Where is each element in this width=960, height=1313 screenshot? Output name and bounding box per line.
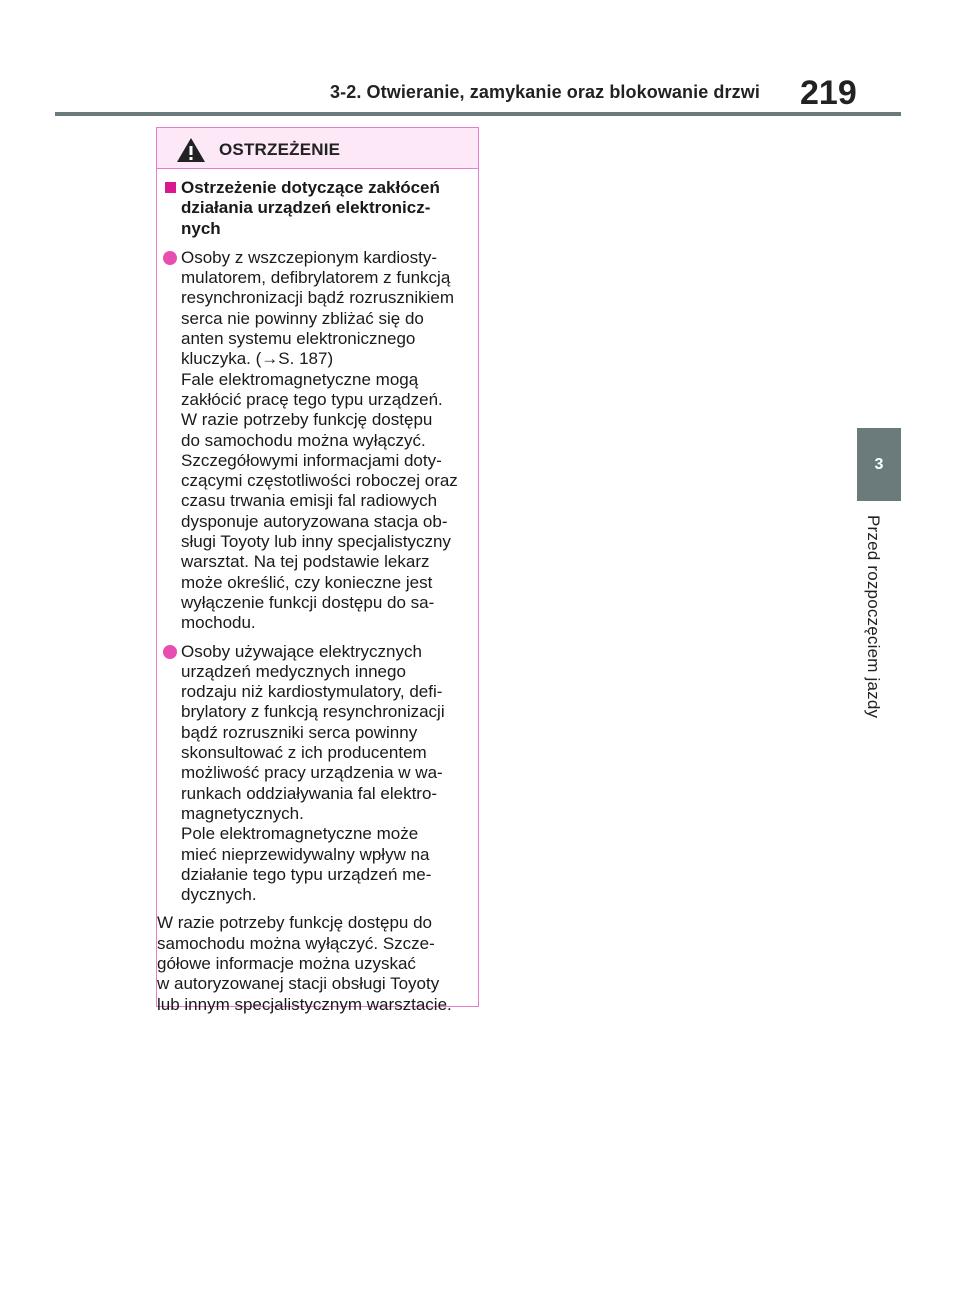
warning-body [157,178,474,1015]
warning-heading [163,178,474,239]
warning-heading-text: Ostrzeżenie dotyczące zakłóceń działania urządzeń elektronicz- nych [181,178,440,238]
page-number: 219 [800,74,857,112]
warning-triangle-icon [175,136,207,164]
chapter-number: 3 [874,455,884,473]
closing-paragraph: W razie potrzeby funkcję dostępu do samochodu można wyłączyć. Szcze- gółowe informacje można uzyskać w autoryzowanej stacji obsługi Toyoty lub innym specjalistycznym warsztacie. [157,913,452,1014]
list-item-note: Pole elektromagnetyczne może mieć nieprzewidywalny wpływ na działanie tego typu urządzeń me- dycznych. [181,824,432,905]
list-item [163,642,474,906]
list-item-note: Fale elektromagnetyczne mogą zakłócić pracę tego typu urządzeń. W razie potrzeby funkcję dostępu do samochodu można wyłączyć. Szczegółowymi informacjami doty- czącymi częstotliwości roboczej oraz czasu trwania emisji fal radiowych dysponuje autoryzowana stacja ob- sługi Toyoty lub inny specjalistyczny warsztat. Na tej podstawie lekarz może określić, czy konieczne jest wyłączenie funkcji dostępu do sa- mochodu. [181,369,458,633]
circle-bullet-icon [163,251,177,265]
header-divider [55,112,901,116]
warning-box [156,127,479,1014]
chapter-tab [857,428,901,501]
list-item [163,248,474,634]
warning-header [157,128,478,169]
list-item-text: Osoby używające elektrycznych urządzeń medycznych innego rodzaju niż kardiostymulatory, defi- brylatory z funkcją resynchronizacji bądź rozruszniki serca powinny skonsultować z ich producentem możliwość pracy urządzenia w wa- runkach oddziaływania fal elektro- magnetycznych. [181,641,445,823]
section-title: 3-2. Otwieranie, zamykanie oraz blokowanie drzwi [330,82,760,102]
square-bullet-icon [165,182,176,193]
warning-title: OSTRZEŻENIE [219,140,341,159]
list-item-text: Osoby z wszczepionym kardiosty- mulatorem, defibrylatorem z funkcją resynchronizacji bądź rozrusznikiem serca nie powinny zbliżać się do anten systemu elektronicznego kluczyka. (→S. 187) [181,247,455,369]
circle-bullet-icon [163,645,177,659]
chapter-label: Przed rozpoczęciem jazdy [864,515,883,719]
